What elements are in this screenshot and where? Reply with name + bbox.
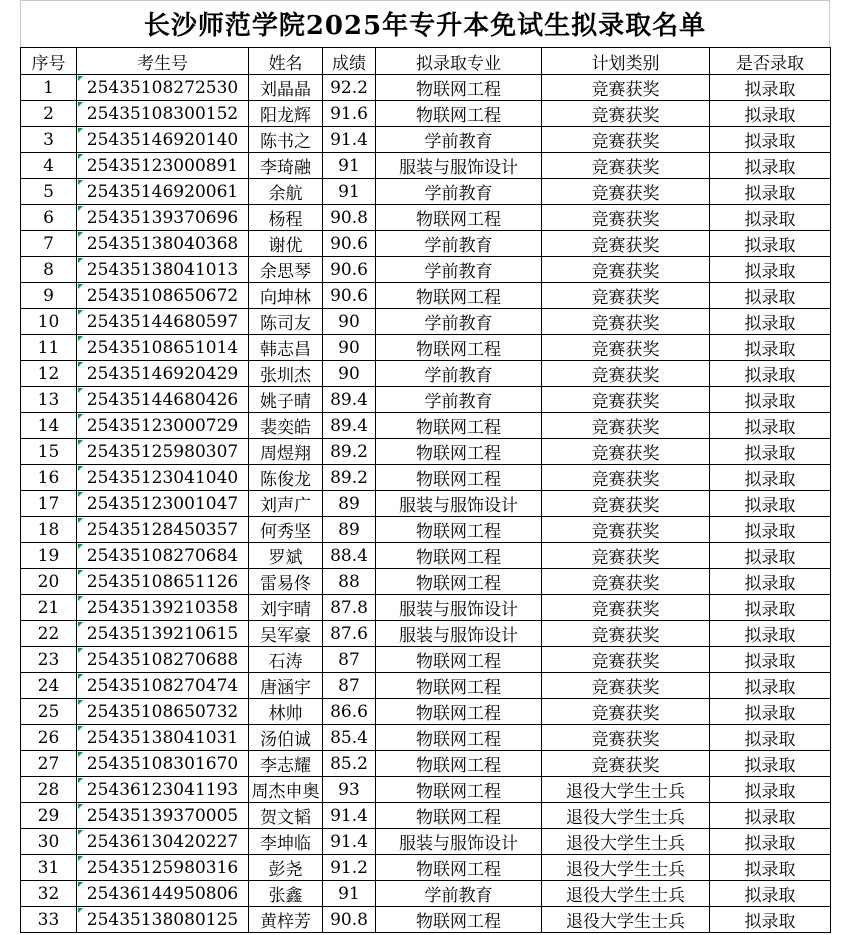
cell-major[interactable]: 物联网工程 — [376, 725, 542, 751]
cell-name[interactable]: 刘宇晴 — [249, 595, 323, 621]
cell-exam-number[interactable]: 25435146920429 — [77, 361, 249, 387]
header-row — [21, 48, 831, 75]
cell-score[interactable]: 88.4 — [323, 543, 376, 569]
cell-major[interactable]: 物联网工程 — [376, 855, 542, 881]
cell-plan-category[interactable]: 竞赛获奖 — [542, 75, 710, 101]
cell-name[interactable]: 林帅 — [249, 699, 323, 725]
cell-index[interactable]: 32 — [21, 881, 77, 907]
cell-score[interactable]: 90 — [323, 309, 376, 335]
cell-major[interactable]: 物联网工程 — [376, 75, 542, 101]
table-row — [21, 673, 831, 699]
cell-score[interactable]: 89.4 — [323, 387, 376, 413]
cell-score[interactable]: 87 — [323, 647, 376, 673]
cell-plan-category[interactable]: 竞赛获奖 — [542, 127, 710, 153]
cell-admission-status[interactable]: 拟录取 — [710, 881, 831, 907]
header-cell-major[interactable]: 拟录取专业 — [376, 48, 542, 75]
table-row — [21, 517, 831, 543]
cell-name[interactable]: 陈俊龙 — [249, 465, 323, 491]
cell-admission-status[interactable]: 拟录取 — [710, 75, 831, 101]
cell-exam-number[interactable]: 25435108301670 — [77, 751, 249, 777]
header-cell-exam-number[interactable]: 考生号 — [77, 48, 249, 75]
cell-major[interactable]: 物联网工程 — [376, 439, 542, 465]
cell-name[interactable]: 黄梓芳 — [249, 907, 323, 933]
cell-exam-number[interactable]: 25435144680426 — [77, 387, 249, 413]
cell-exam-number[interactable]: 25435139210358 — [77, 595, 249, 621]
cell-index[interactable]: 9 — [21, 283, 77, 309]
cell-index[interactable]: 18 — [21, 517, 77, 543]
cell-name[interactable]: 余思琴 — [249, 257, 323, 283]
cell-plan-category[interactable]: 竞赛获奖 — [542, 283, 710, 309]
table-row — [21, 855, 831, 881]
cell-exam-number[interactable]: 25436144950806 — [77, 881, 249, 907]
cell-name[interactable]: 陈司友 — [249, 309, 323, 335]
cell-plan-category[interactable]: 竞赛获奖 — [542, 153, 710, 179]
cell-index[interactable]: 10 — [21, 309, 77, 335]
admission-list-sheet — [20, 0, 830, 933]
cell-index[interactable]: 27 — [21, 751, 77, 777]
cell-plan-category[interactable]: 竞赛获奖 — [542, 387, 710, 413]
cell-index[interactable]: 17 — [21, 491, 77, 517]
cell-name[interactable]: 周杰申奥 — [249, 777, 323, 803]
cell-index[interactable]: 24 — [21, 673, 77, 699]
cell-exam-number[interactable]: 25436123041193 — [77, 777, 249, 803]
table-row — [21, 621, 831, 647]
cell-major[interactable]: 物联网工程 — [376, 335, 542, 361]
cell-plan-category[interactable]: 竞赛获奖 — [542, 309, 710, 335]
cell-index[interactable]: 31 — [21, 855, 77, 881]
cell-admission-status[interactable]: 拟录取 — [710, 257, 831, 283]
cell-admission-status[interactable]: 拟录取 — [710, 335, 831, 361]
cell-admission-status[interactable]: 拟录取 — [710, 855, 831, 881]
cell-admission-status[interactable]: 拟录取 — [710, 153, 831, 179]
cell-name[interactable]: 何秀坚 — [249, 517, 323, 543]
cell-major[interactable]: 物联网工程 — [376, 673, 542, 699]
cell-admission-status[interactable]: 拟录取 — [710, 803, 831, 829]
table-row — [21, 101, 831, 127]
cell-exam-number[interactable]: 25435144680597 — [77, 309, 249, 335]
cell-admission-status[interactable]: 拟录取 — [710, 465, 831, 491]
cell-exam-number[interactable]: 25435108270684 — [77, 543, 249, 569]
table-row — [21, 179, 831, 205]
cell-index[interactable]: 13 — [21, 387, 77, 413]
cell-index[interactable]: 16 — [21, 465, 77, 491]
cell-major[interactable]: 物联网工程 — [376, 465, 542, 491]
cell-score[interactable]: 90.8 — [323, 907, 376, 933]
cell-exam-number[interactable]: 25435139370696 — [77, 205, 249, 231]
cell-plan-category[interactable]: 竞赛获奖 — [542, 569, 710, 595]
cell-index[interactable]: 8 — [21, 257, 77, 283]
cell-score[interactable]: 85.2 — [323, 751, 376, 777]
cell-major[interactable]: 物联网工程 — [376, 283, 542, 309]
cell-plan-category[interactable]: 退役大学生士兵 — [542, 855, 710, 881]
cell-major[interactable]: 物联网工程 — [376, 803, 542, 829]
cell-plan-category[interactable]: 竞赛获奖 — [542, 179, 710, 205]
cell-score[interactable]: 91.6 — [323, 101, 376, 127]
cell-admission-status[interactable]: 拟录取 — [710, 907, 831, 933]
cell-score[interactable]: 90 — [323, 335, 376, 361]
cell-major[interactable]: 服装与服饰设计 — [376, 153, 542, 179]
table-row — [21, 569, 831, 595]
table-row — [21, 803, 831, 829]
cell-admission-status[interactable]: 拟录取 — [710, 127, 831, 153]
cell-name[interactable]: 吴军豪 — [249, 621, 323, 647]
cell-index[interactable]: 28 — [21, 777, 77, 803]
table-row — [21, 309, 831, 335]
table-row — [21, 387, 831, 413]
cell-plan-category[interactable]: 竞赛获奖 — [542, 231, 710, 257]
table-row — [21, 751, 831, 777]
admission-table — [20, 47, 831, 933]
cell-admission-status[interactable]: 拟录取 — [710, 699, 831, 725]
cell-major[interactable]: 物联网工程 — [376, 647, 542, 673]
cell-exam-number[interactable]: 25436130420227 — [77, 829, 249, 855]
header-cell-name[interactable]: 姓名 — [249, 48, 323, 75]
cell-index[interactable]: 7 — [21, 231, 77, 257]
cell-exam-number[interactable]: 25435128450357 — [77, 517, 249, 543]
table-row — [21, 257, 831, 283]
cell-name[interactable]: 石涛 — [249, 647, 323, 673]
cell-score[interactable]: 90.6 — [323, 231, 376, 257]
cell-major[interactable]: 服装与服饰设计 — [376, 491, 542, 517]
cell-exam-number[interactable]: 25435139210615 — [77, 621, 249, 647]
cell-major[interactable]: 学前教育 — [376, 179, 542, 205]
table-row — [21, 75, 831, 101]
cell-score[interactable]: 93 — [323, 777, 376, 803]
header-cell-plan-category[interactable]: 计划类别 — [542, 48, 710, 75]
cell-exam-number[interactable]: 25435108300152 — [77, 101, 249, 127]
cell-plan-category[interactable]: 竞赛获奖 — [542, 647, 710, 673]
table-row — [21, 907, 831, 933]
cell-exam-number[interactable]: 25435108270688 — [77, 647, 249, 673]
cell-name[interactable]: 向坤林 — [249, 283, 323, 309]
table-row — [21, 491, 831, 517]
cell-score[interactable]: 91 — [323, 881, 376, 907]
cell-admission-status[interactable]: 拟录取 — [710, 283, 831, 309]
cell-major[interactable]: 物联网工程 — [376, 907, 542, 933]
cell-score[interactable]: 89.4 — [323, 413, 376, 439]
cell-major[interactable]: 学前教育 — [376, 231, 542, 257]
cell-score[interactable]: 91.4 — [323, 127, 376, 153]
cell-plan-category[interactable]: 竞赛获奖 — [542, 101, 710, 127]
cell-name[interactable]: 彭尧 — [249, 855, 323, 881]
cell-name[interactable]: 裴奕皓 — [249, 413, 323, 439]
cell-plan-category[interactable]: 竞赛获奖 — [542, 595, 710, 621]
cell-exam-number[interactable]: 25435138040368 — [77, 231, 249, 257]
cell-name[interactable]: 刘晶晶 — [249, 75, 323, 101]
cell-exam-number[interactable]: 25435138041031 — [77, 725, 249, 751]
cell-score[interactable]: 92.2 — [323, 75, 376, 101]
cell-admission-status[interactable]: 拟录取 — [710, 205, 831, 231]
table-row — [21, 361, 831, 387]
header-cell-admission-status[interactable]: 是否录取 — [710, 48, 831, 75]
cell-score[interactable]: 89 — [323, 517, 376, 543]
cell-admission-status[interactable]: 拟录取 — [710, 491, 831, 517]
cell-index[interactable]: 15 — [21, 439, 77, 465]
cell-index[interactable]: 2 — [21, 101, 77, 127]
cell-name[interactable]: 李坤临 — [249, 829, 323, 855]
cell-plan-category[interactable]: 退役大学生士兵 — [542, 907, 710, 933]
cell-admission-status[interactable]: 拟录取 — [710, 387, 831, 413]
cell-name[interactable]: 罗斌 — [249, 543, 323, 569]
table-row — [21, 231, 831, 257]
cell-exam-number[interactable]: 25435123041040 — [77, 465, 249, 491]
cell-score[interactable]: 89 — [323, 491, 376, 517]
cell-major[interactable]: 物联网工程 — [376, 699, 542, 725]
cell-exam-number[interactable]: 25435108651014 — [77, 335, 249, 361]
cell-major[interactable]: 学前教育 — [376, 309, 542, 335]
cell-score[interactable]: 90 — [323, 361, 376, 387]
cell-score[interactable]: 87.6 — [323, 621, 376, 647]
cell-major[interactable]: 物联网工程 — [376, 517, 542, 543]
cell-name[interactable]: 张鑫 — [249, 881, 323, 907]
cell-plan-category[interactable]: 退役大学生士兵 — [542, 829, 710, 855]
cell-admission-status[interactable]: 拟录取 — [710, 101, 831, 127]
cell-name[interactable]: 周煜翔 — [249, 439, 323, 465]
cell-major[interactable]: 物联网工程 — [376, 751, 542, 777]
cell-major[interactable]: 学前教育 — [376, 257, 542, 283]
cell-name[interactable]: 陈书之 — [249, 127, 323, 153]
table-row — [21, 335, 831, 361]
cell-index[interactable]: 6 — [21, 205, 77, 231]
cell-admission-status[interactable]: 拟录取 — [710, 517, 831, 543]
cell-score[interactable]: 91 — [323, 153, 376, 179]
table-row — [21, 881, 831, 907]
cell-name[interactable]: 刘声广 — [249, 491, 323, 517]
cell-admission-status[interactable]: 拟录取 — [710, 179, 831, 205]
cell-index[interactable]: 20 — [21, 569, 77, 595]
table-row — [21, 725, 831, 751]
table-row — [21, 127, 831, 153]
cell-major[interactable]: 服装与服饰设计 — [376, 829, 542, 855]
cell-index[interactable]: 4 — [21, 153, 77, 179]
cell-major[interactable]: 学前教育 — [376, 881, 542, 907]
cell-major[interactable]: 学前教育 — [376, 127, 542, 153]
table-row — [21, 413, 831, 439]
table-row — [21, 205, 831, 231]
header-cell-score[interactable]: 成绩 — [323, 48, 376, 75]
cell-plan-category[interactable]: 竞赛获奖 — [542, 751, 710, 777]
cell-exam-number[interactable]: 25435108650672 — [77, 283, 249, 309]
cell-exam-number[interactable]: 25435108272530 — [77, 75, 249, 101]
table-row — [21, 543, 831, 569]
cell-plan-category[interactable]: 竞赛获奖 — [542, 673, 710, 699]
cell-score[interactable]: 91.2 — [323, 855, 376, 881]
cell-score[interactable]: 90.6 — [323, 283, 376, 309]
cell-admission-status[interactable]: 拟录取 — [710, 751, 831, 777]
table-row — [21, 829, 831, 855]
cell-score[interactable]: 87.8 — [323, 595, 376, 621]
page-title: 长沙师范学院2025年专升本免试生拟录取名单 — [20, 0, 830, 47]
cell-exam-number[interactable]: 25435138041013 — [77, 257, 249, 283]
table-row — [21, 465, 831, 491]
cell-plan-category[interactable]: 竞赛获奖 — [542, 543, 710, 569]
cell-name[interactable]: 余航 — [249, 179, 323, 205]
cell-name[interactable]: 唐涵宇 — [249, 673, 323, 699]
cell-score[interactable]: 90.8 — [323, 205, 376, 231]
cell-index[interactable]: 33 — [21, 907, 77, 933]
cell-major[interactable]: 物联网工程 — [376, 413, 542, 439]
cell-plan-category[interactable]: 竞赛获奖 — [542, 205, 710, 231]
cell-name[interactable]: 姚子晴 — [249, 387, 323, 413]
header-cell-index[interactable]: 序号 — [21, 48, 77, 75]
cell-exam-number[interactable]: 25435146920061 — [77, 179, 249, 205]
cell-admission-status[interactable]: 拟录取 — [710, 595, 831, 621]
cell-plan-category[interactable]: 竞赛获奖 — [542, 439, 710, 465]
cell-index[interactable]: 14 — [21, 413, 77, 439]
cell-admission-status[interactable]: 拟录取 — [710, 361, 831, 387]
cell-score[interactable]: 91 — [323, 179, 376, 205]
cell-admission-status[interactable]: 拟录取 — [710, 829, 831, 855]
cell-admission-status[interactable]: 拟录取 — [710, 231, 831, 257]
cell-name[interactable]: 杨程 — [249, 205, 323, 231]
cell-exam-number[interactable]: 25435123000729 — [77, 413, 249, 439]
table-row — [21, 595, 831, 621]
cell-score[interactable]: 91.4 — [323, 829, 376, 855]
cell-admission-status[interactable]: 拟录取 — [710, 569, 831, 595]
cell-admission-status[interactable]: 拟录取 — [710, 543, 831, 569]
cell-plan-category[interactable]: 竞赛获奖 — [542, 621, 710, 647]
cell-admission-status[interactable]: 拟录取 — [710, 647, 831, 673]
table-row — [21, 439, 831, 465]
cell-index[interactable]: 12 — [21, 361, 77, 387]
cell-score[interactable]: 86.6 — [323, 699, 376, 725]
cell-index[interactable]: 11 — [21, 335, 77, 361]
cell-plan-category[interactable]: 竞赛获奖 — [542, 465, 710, 491]
cell-major[interactable]: 物联网工程 — [376, 101, 542, 127]
cell-name[interactable]: 李琦融 — [249, 153, 323, 179]
cell-index[interactable]: 25 — [21, 699, 77, 725]
cell-major[interactable]: 学前教育 — [376, 361, 542, 387]
table-row — [21, 777, 831, 803]
cell-name[interactable]: 贺文韬 — [249, 803, 323, 829]
cell-score[interactable]: 91.4 — [323, 803, 376, 829]
cell-plan-category[interactable]: 竞赛获奖 — [542, 361, 710, 387]
cell-plan-category[interactable]: 竞赛获奖 — [542, 491, 710, 517]
cell-plan-category[interactable]: 退役大学生士兵 — [542, 803, 710, 829]
cell-exam-number[interactable]: 25435146920140 — [77, 127, 249, 153]
cell-exam-number[interactable]: 25435123000891 — [77, 153, 249, 179]
cell-plan-category[interactable]: 竞赛获奖 — [542, 257, 710, 283]
cell-name[interactable]: 李志耀 — [249, 751, 323, 777]
cell-name[interactable]: 阳龙辉 — [249, 101, 323, 127]
cell-admission-status[interactable]: 拟录取 — [710, 439, 831, 465]
cell-exam-number[interactable]: 25435138080125 — [77, 907, 249, 933]
cell-exam-number[interactable]: 25435123001047 — [77, 491, 249, 517]
cell-exam-number[interactable]: 25435125980316 — [77, 855, 249, 881]
table-row — [21, 699, 831, 725]
cell-plan-category[interactable]: 竞赛获奖 — [542, 725, 710, 751]
cell-index[interactable]: 1 — [21, 75, 77, 101]
cell-major[interactable]: 学前教育 — [376, 387, 542, 413]
cell-name[interactable]: 张圳杰 — [249, 361, 323, 387]
cell-exam-number[interactable]: 25435108651126 — [77, 569, 249, 595]
cell-plan-category[interactable]: 竞赛获奖 — [542, 335, 710, 361]
cell-index[interactable]: 26 — [21, 725, 77, 751]
cell-major[interactable]: 物联网工程 — [376, 543, 542, 569]
cell-name[interactable]: 韩志昌 — [249, 335, 323, 361]
cell-plan-category[interactable]: 退役大学生士兵 — [542, 777, 710, 803]
cell-index[interactable]: 23 — [21, 647, 77, 673]
cell-index[interactable]: 22 — [21, 621, 77, 647]
cell-major[interactable]: 物联网工程 — [376, 205, 542, 231]
cell-admission-status[interactable]: 拟录取 — [710, 309, 831, 335]
cell-name[interactable]: 汤伯诚 — [249, 725, 323, 751]
cell-admission-status[interactable]: 拟录取 — [710, 413, 831, 439]
cell-score[interactable]: 85.4 — [323, 725, 376, 751]
cell-score[interactable]: 87 — [323, 673, 376, 699]
cell-exam-number[interactable]: 25435108650732 — [77, 699, 249, 725]
cell-exam-number[interactable]: 25435139370005 — [77, 803, 249, 829]
cell-index[interactable]: 30 — [21, 829, 77, 855]
cell-major[interactable]: 服装与服饰设计 — [376, 621, 542, 647]
cell-score[interactable]: 88 — [323, 569, 376, 595]
cell-plan-category[interactable]: 竞赛获奖 — [542, 517, 710, 543]
cell-score[interactable]: 90.6 — [323, 257, 376, 283]
cell-admission-status[interactable]: 拟录取 — [710, 725, 831, 751]
cell-index[interactable]: 21 — [21, 595, 77, 621]
cell-plan-category[interactable]: 竞赛获奖 — [542, 413, 710, 439]
cell-admission-status[interactable]: 拟录取 — [710, 621, 831, 647]
cell-index[interactable]: 19 — [21, 543, 77, 569]
cell-exam-number[interactable]: 25435125980307 — [77, 439, 249, 465]
cell-admission-status[interactable]: 拟录取 — [710, 777, 831, 803]
table-row — [21, 283, 831, 309]
cell-index[interactable]: 3 — [21, 127, 77, 153]
table-row — [21, 153, 831, 179]
cell-plan-category[interactable]: 退役大学生士兵 — [542, 881, 710, 907]
cell-score[interactable]: 89.2 — [323, 439, 376, 465]
cell-major[interactable]: 物联网工程 — [376, 777, 542, 803]
cell-major[interactable]: 服装与服饰设计 — [376, 595, 542, 621]
cell-name[interactable]: 雷易佟 — [249, 569, 323, 595]
cell-plan-category[interactable]: 竞赛获奖 — [542, 699, 710, 725]
cell-major[interactable]: 物联网工程 — [376, 569, 542, 595]
table-row — [21, 647, 831, 673]
cell-admission-status[interactable]: 拟录取 — [710, 673, 831, 699]
cell-index[interactable]: 5 — [21, 179, 77, 205]
cell-index[interactable]: 29 — [21, 803, 77, 829]
cell-exam-number[interactable]: 25435108270474 — [77, 673, 249, 699]
cell-name[interactable]: 谢优 — [249, 231, 323, 257]
cell-score[interactable]: 89.2 — [323, 465, 376, 491]
